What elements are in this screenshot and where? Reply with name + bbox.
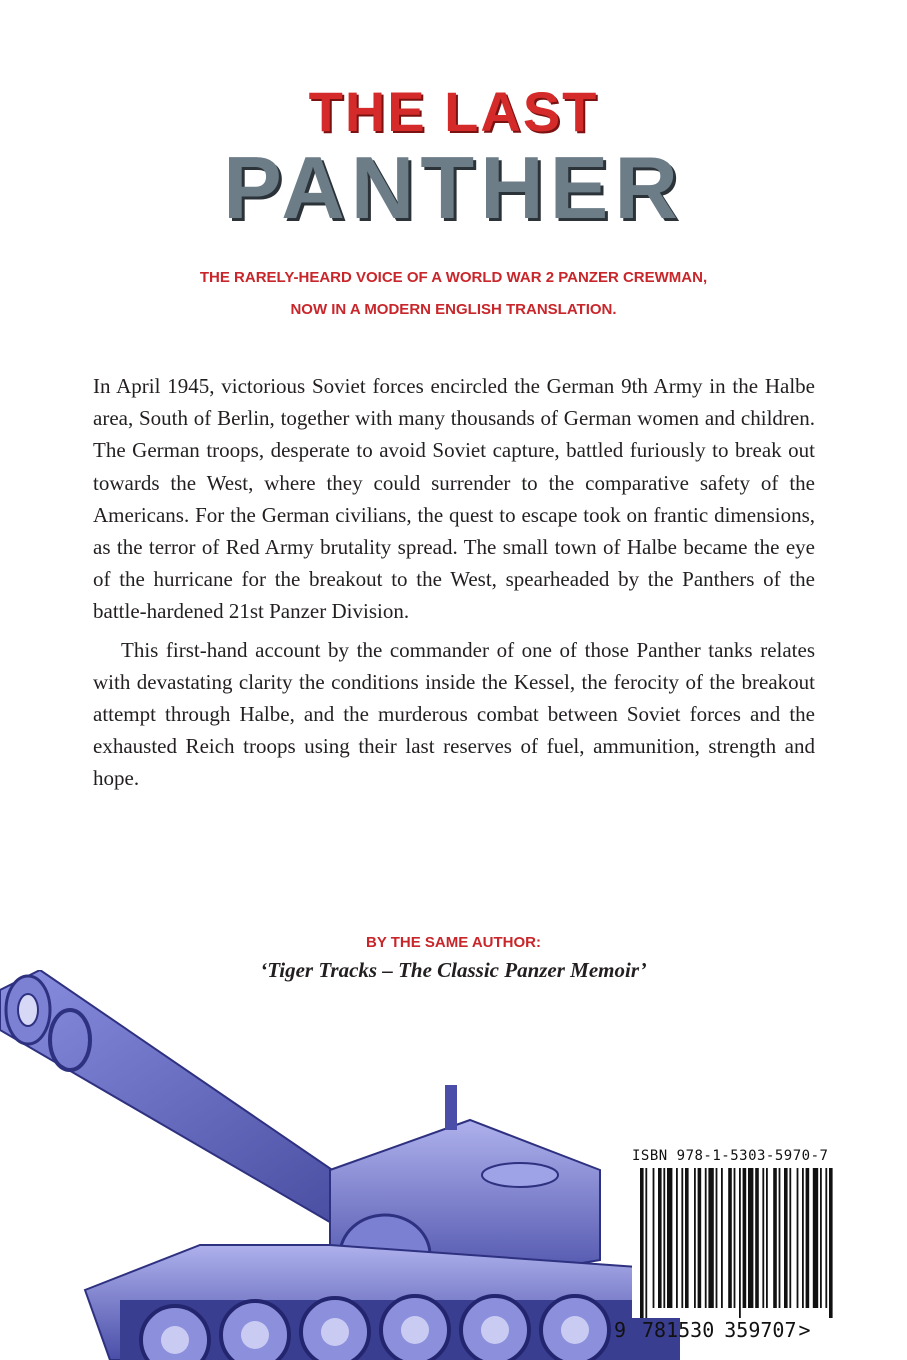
barcode-bar: [698, 1168, 702, 1308]
title-line-2: PANTHER: [223, 138, 684, 237]
barcode-bar: [667, 1168, 672, 1308]
barcode-bar: [694, 1168, 696, 1308]
barcode-bar: [734, 1168, 736, 1308]
barcode-bar: [813, 1168, 818, 1308]
tagline: [0, 262, 907, 326]
barcode-bar: [645, 1168, 647, 1318]
barcode-bar: [705, 1168, 707, 1308]
barcode-bar: [653, 1168, 655, 1308]
barcode-bar: [773, 1168, 777, 1308]
barcode-bar: [676, 1168, 678, 1308]
blurb-paragraph-2: This first-hand account by the commander of one of those Panther tanks relates with devastating clarity the conditions inside the Kessel, the ferocity of the breakout attempt through Halbe, and the murderous combat between Soviet forces and the exhausted Reich troops using their last reserves of fuel, ammunition, strength and hope.: [93, 637, 815, 791]
barcode-bar: [825, 1168, 827, 1308]
barcode-bar: [658, 1168, 662, 1308]
tagline-line-1: THE RARELY-HEARD VOICE OF A WORLD WAR 2 PANZER CREWMAN,: [199, 269, 708, 286]
barcode-bar: [797, 1168, 799, 1308]
barcode-bar: [721, 1168, 723, 1308]
barcode: [632, 1168, 892, 1318]
barcode-digit-group-1: 781530: [642, 1318, 715, 1342]
barcode-bar: [685, 1168, 689, 1308]
barcode-bar: [779, 1168, 781, 1308]
blurb-paragraph-1: In April 1945, victorious Soviet forces encircled the German 9th Army in the Halbe area, South of Berlin, together with many thousands of German women and children. The German troops, desperate to avoid Soviet capture, battled furiously to break out towards the West, where they could surrender to the comparative safety of the Americans. For the German civilians, the quest to escape took on frantic dimensions, as the terror of Red Army brutality spread. The small town of Halbe became the eye of the hurricane for the breakout to the West, spearheaded by the Panthers of the battle-hardened 21st Panzer Division.: [93, 374, 815, 624]
barcode-bar: [829, 1168, 833, 1318]
barcode-digit-group-2: 359707: [724, 1318, 797, 1342]
panther-tank-illustration: [0, 970, 680, 1360]
barcode-bar: [663, 1168, 665, 1308]
barcode-bar: [748, 1168, 753, 1308]
barcode-bar: [766, 1168, 768, 1308]
blurb: [93, 370, 815, 795]
barcode-bar: [681, 1168, 683, 1308]
barcode-digit-first: 9: [614, 1318, 627, 1342]
same-author-label: BY THE SAME AUTHOR:: [365, 934, 541, 951]
isbn-text: ISBN 978-1-5303-5970-7: [632, 1148, 829, 1164]
title-line-1: THE LAST: [308, 80, 599, 143]
barcode-bar: [789, 1168, 791, 1308]
barcode-bar: [820, 1168, 822, 1308]
barcode-digit-end: >: [798, 1318, 811, 1342]
barcode-bar: [640, 1168, 644, 1318]
barcode-bar: [743, 1168, 747, 1308]
tagline-line-2: NOW IN A MODERN ENGLISH TRANSLATION.: [290, 301, 617, 318]
barcode-bar: [755, 1168, 759, 1308]
barcode-bar: [784, 1168, 788, 1308]
barcode-digits: [614, 1318, 904, 1342]
barcode-bar: [802, 1168, 804, 1308]
barcode-bar: [762, 1168, 764, 1308]
other-book-title: ‘Tiger Tracks – The Classic Panzer Memoir’: [260, 958, 647, 982]
barcode-bar: [708, 1168, 713, 1308]
barcode-bar: [716, 1168, 718, 1308]
barcode-bar: [739, 1168, 741, 1318]
barcode-bar: [806, 1168, 810, 1308]
barcode-bar: [728, 1168, 732, 1308]
